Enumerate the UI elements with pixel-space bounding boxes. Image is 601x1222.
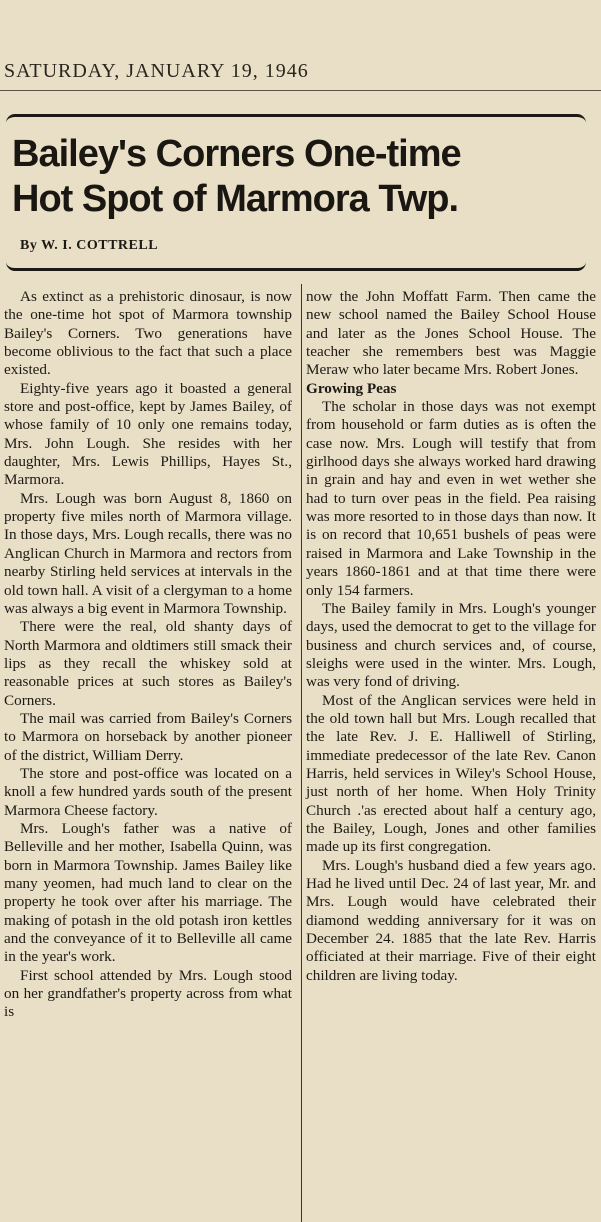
paragraph: Eighty-five years ago it boasted a general store and post-office, kept by James Bailey, of whose family of 10 only one remains today, Mrs. John Lough. She resides with her daughter, Mrs. Lewis Phillips, Hayes St., Marmora. bbox=[4, 379, 292, 489]
paragraph: Mrs. Lough's husband died a few years ago. Had he lived until Dec. 24 of last year, Mr. and Mrs. Lough would have celebrated their diamond wedding anniversary for it was on December 24. 1885 that the late Rev. Harris officiated at their marriage. Five of their eight children are living today. bbox=[306, 856, 596, 984]
headline-top-rule bbox=[6, 114, 586, 123]
paragraph: The scholar in those days was not exempt from household or farm duties as is often the case now. Mrs. Lough will testify that from girlhood days she always worked hard drawing in grain and hay and even in wet wether she had to turn over peas in the field. Pea raising was more resorted to in those days than now. It is on record that 10,651 bushels of peas were raised in Marmora and Lake Township in the years 1860-1861 and at that time there were only 154 farmers. bbox=[306, 398, 596, 599]
paragraph: First school attended by Mrs. Lough stood on her grandfather's property across from what is bbox=[4, 966, 292, 1021]
paragraph: Most of the Anglican services were held in the old town hall but Mrs. Lough recalled that the late Rev. J. E. Halliwell of Stirling, immediate predecessor of the late Rev. Canon Harris, held services in Wiley's School House, just north of her home. When Holy Trinity Church .'as erected about half a century ago, the Bailey, Lough, Jones and other families made up its first congregation. bbox=[306, 691, 596, 856]
paragraph: Mrs. Lough's father was a native of Belleville and her mother, Isabella Quinn, was born in Marmora Township. James Bailey like many yeomen, had much land to clear on the property he took over after his marriage. The making of potash in the old potash iron kettles and the conveyance of it to Belleville all came in the year's work. bbox=[4, 819, 292, 966]
byline: By W. I. COTTRELL bbox=[20, 238, 159, 253]
headline-line-2: Hot Spot of Marmora Twp. bbox=[12, 178, 459, 220]
paragraph-continuation: now the John Moffatt Farm. Then came the new school named the Bailey School House and later as the Jones School House. The teacher she remembers best was Maggie Meraw who later became Mrs. Robert Jones. bbox=[306, 288, 596, 379]
headline-line-1: Bailey's Corners One-time bbox=[12, 133, 461, 175]
paragraph: As extinct as a prehistoric dinosaur, is now the one-time hot spot of Marmora township Bailey's Corners. Two generations have become oblivious to the fact that such a place existed. bbox=[4, 288, 292, 379]
dateline-divider bbox=[0, 90, 601, 91]
headline-bottom-rule bbox=[6, 262, 586, 271]
paragraph: The store and post-office was located on a knoll a few hundred yards south of the present Marmora Cheese factory. bbox=[4, 764, 292, 819]
paragraph: There were the real, old shanty days of North Marmora and oldtimers still smack their lips as they recall the whiskey sold at reasonable prices at such stores as Bailey's Corners. bbox=[4, 618, 292, 709]
paragraph: The mail was carried from Bailey's Corners to Marmora on horseback by another pioneer of the district, William Derry. bbox=[4, 709, 292, 764]
headline bbox=[12, 132, 592, 222]
right-column bbox=[306, 288, 596, 985]
paragraph: The Bailey family in Mrs. Lough's younger days, used the democrat to get to the village for business and church services and, of course, sleighs were used in the winter. Mrs. Lough, was very fond of driving. bbox=[306, 599, 596, 691]
dateline: SATURDAY, JANUARY 19, 1946 bbox=[4, 60, 309, 82]
paragraph: Mrs. Lough was born August 8, 1860 on property five miles north of Marmora village. In those days, Mrs. Lough recalls, there was no Anglican Church in Marmora and rectors from nearby Stirling held services at intervals in the old town hall. A visit of a clergyman to a home was always a big event in Marmora Township. bbox=[4, 489, 292, 617]
left-column bbox=[4, 288, 292, 1022]
subhead: Growing Peas bbox=[306, 379, 397, 397]
column-divider bbox=[301, 284, 302, 1222]
